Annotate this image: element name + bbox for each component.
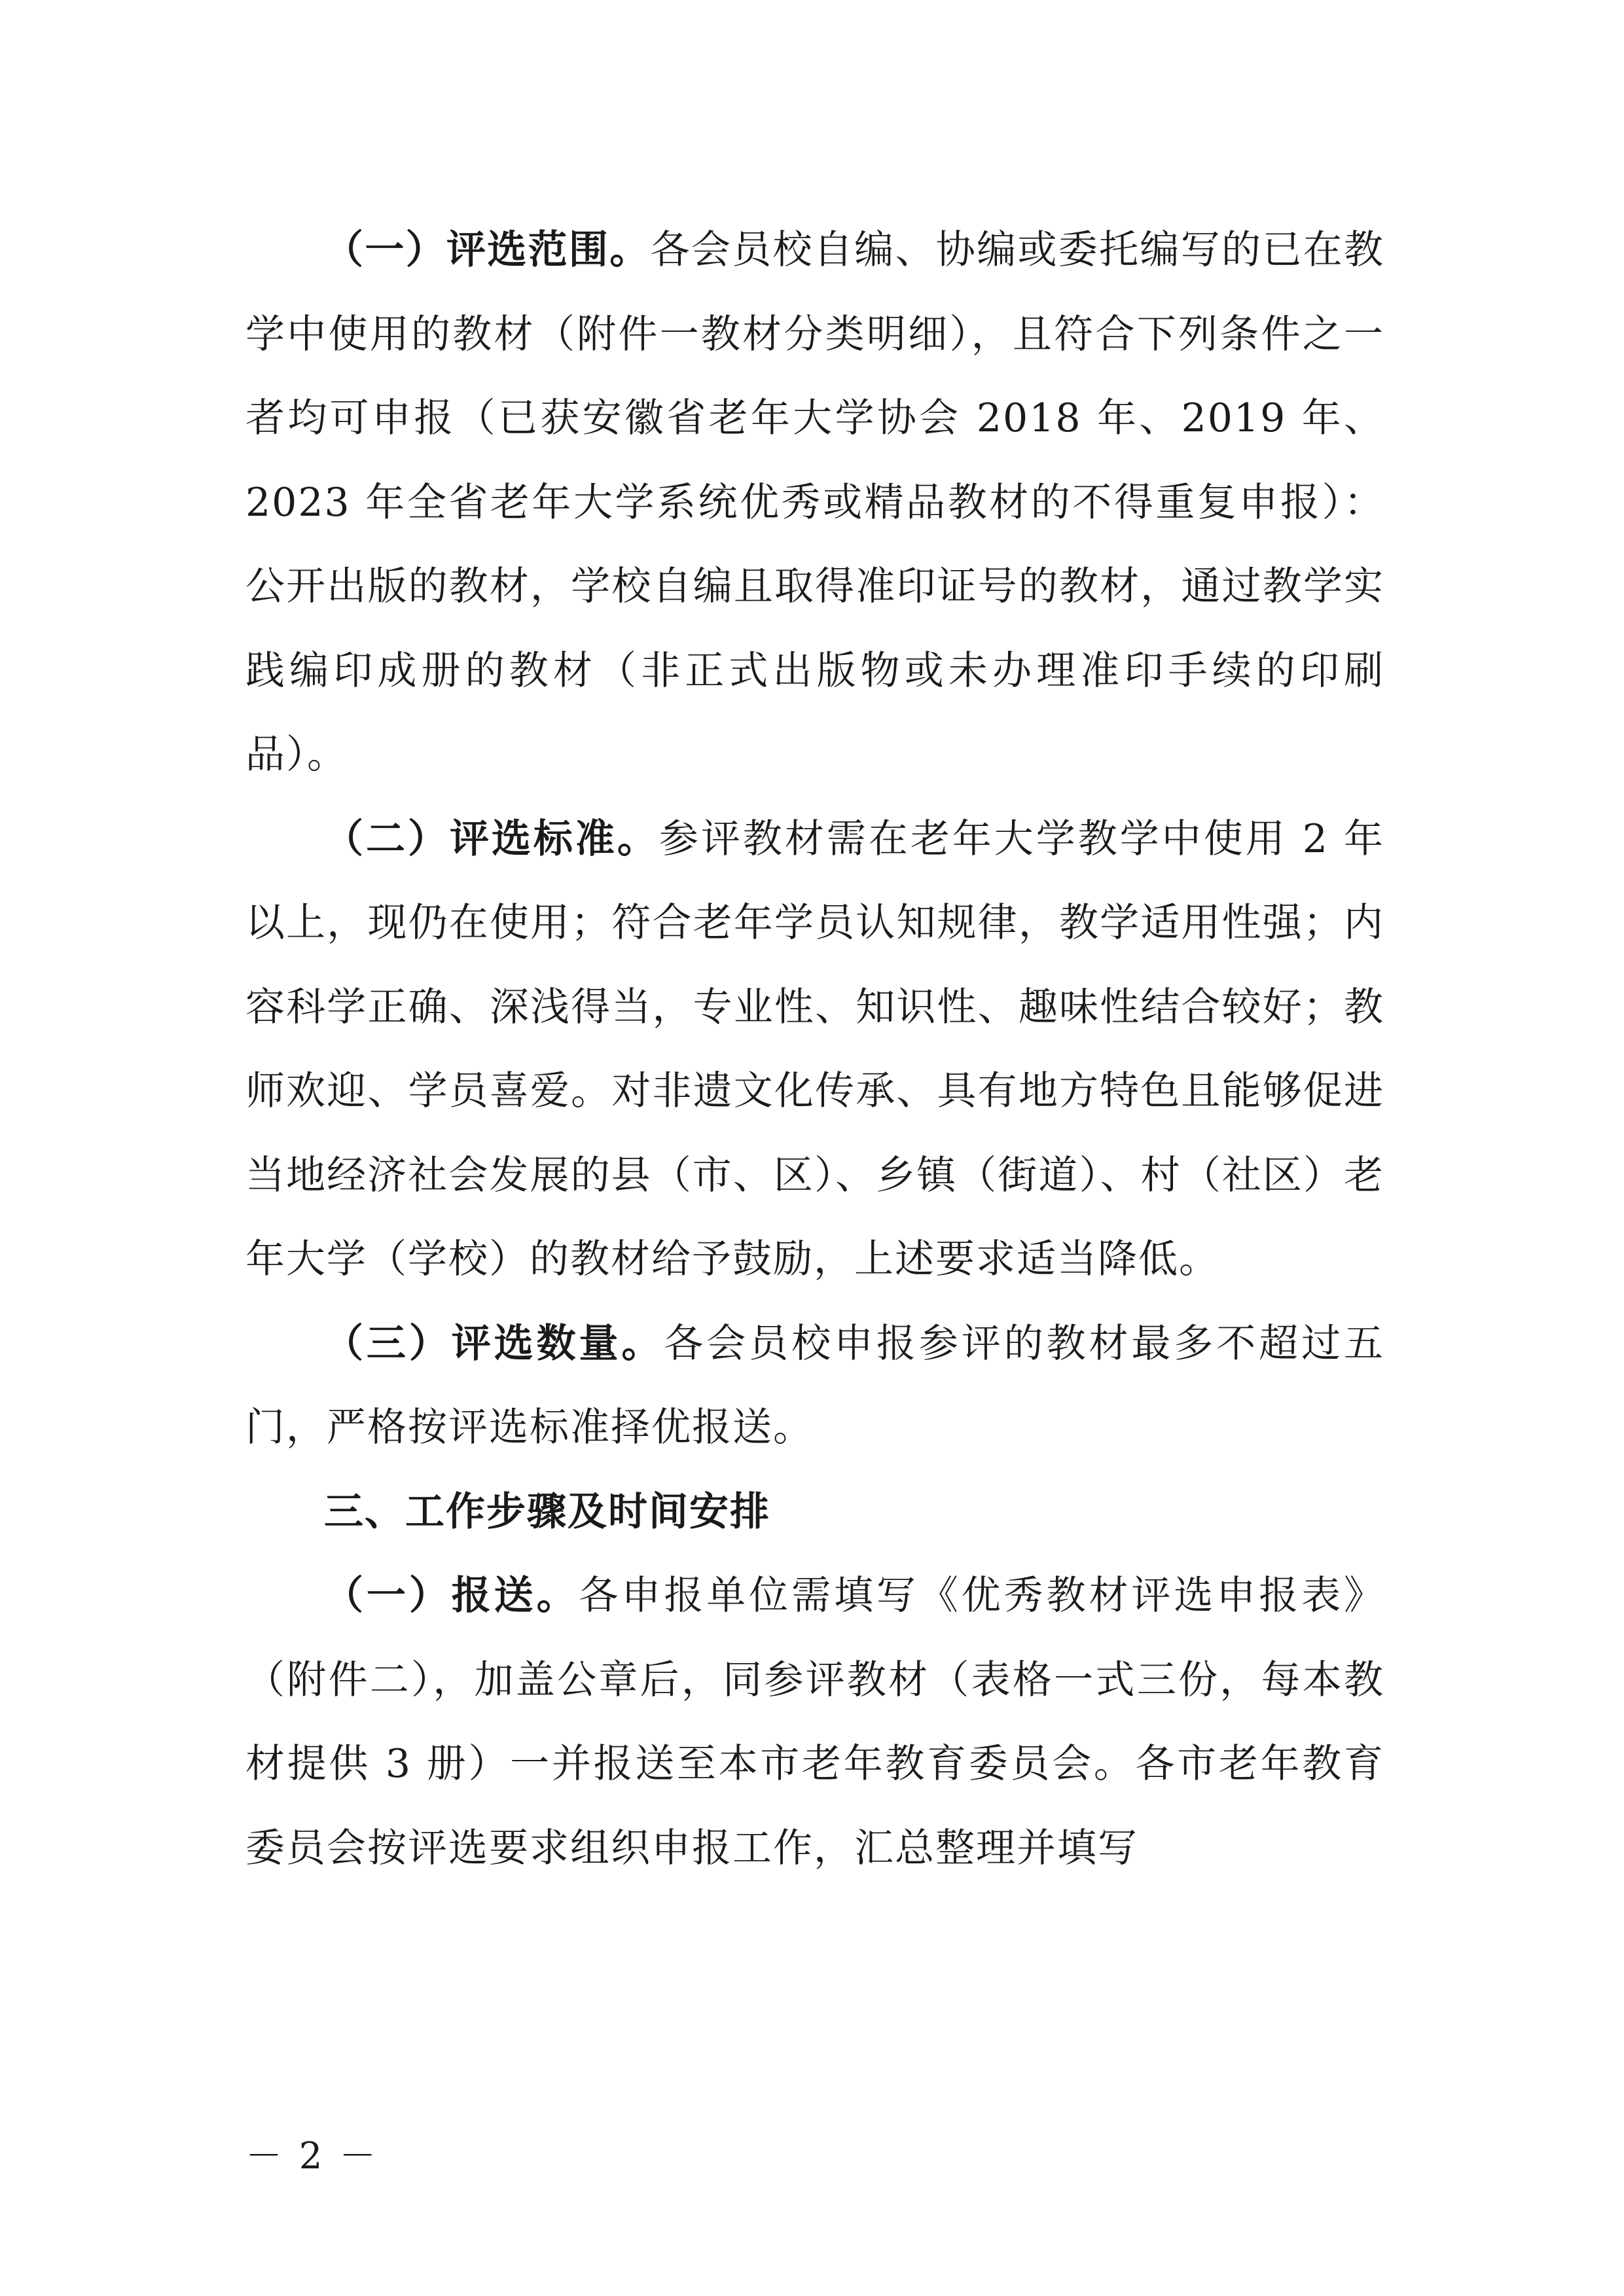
document-body [245,208,1384,1890]
paragraph-submit-lead: （一）报送。 [324,1573,579,1619]
paragraph-submit [245,1554,1384,1890]
paragraph-scope-lead: （一）评选范围。 [324,227,651,273]
page-number: － 2 － [245,2135,379,2178]
paragraph-scope [245,208,1384,797]
paragraph-submit-body: 各申报单位需填写《优秀教材评选申报表》（附件二），加盖公章后，同参评教材（表格一式三份，每本教材提供 3 册）一并报送至本市老年教育委员会。各市老年教育委员会按评选要求组织申报工作，汇总整理并填写 [245,1573,1384,1871]
section-heading: 三、工作步骤及时间安排 [324,1488,770,1535]
paragraph-quantity [245,1302,1384,1470]
paragraph-standard-lead: （二）评选标准。 [324,816,659,862]
paragraph-quantity-body: 各会员校申报参评的教材最多不超过五门，严格按评选标准择优报送。 [245,1320,1385,1450]
paragraph-scope-body: 各会员校自编、协编或委托编写的已在教学中使用的教材（附件一教材分类明细），且符合下列条件之一者均可申报（已获安徽省老年大学协会 2018 年、2019 年、2023 年全省老年大学系统优秀或精品教材的不得重复申报）：公开出版的教材，学校自编且取得准印证号的教材，通过教学实践编印成册的教材（非正式出版物或未办理准印手续的印刷品）。 [245,227,1385,778]
paragraph-standard-body: 参评教材需在老年大学教学中使用 2 年以上，现仍在使用；符合老年学员认知规律，教学适用性强；内容科学正确、深浅得当，专业性、知识性、趣味性结合较好；教师欢迎、学员喜爱。对非遗文化传承、具有地方特色且能够促进当地经济社会发展的县（市、区）、乡镇（街道）、村（社区）老年大学（学校）的教材给予鼓励，上述要求适当降低。 [245,816,1385,1282]
paragraph-standard [245,797,1384,1302]
paragraph-quantity-lead: （三）评选数量。 [324,1320,664,1367]
